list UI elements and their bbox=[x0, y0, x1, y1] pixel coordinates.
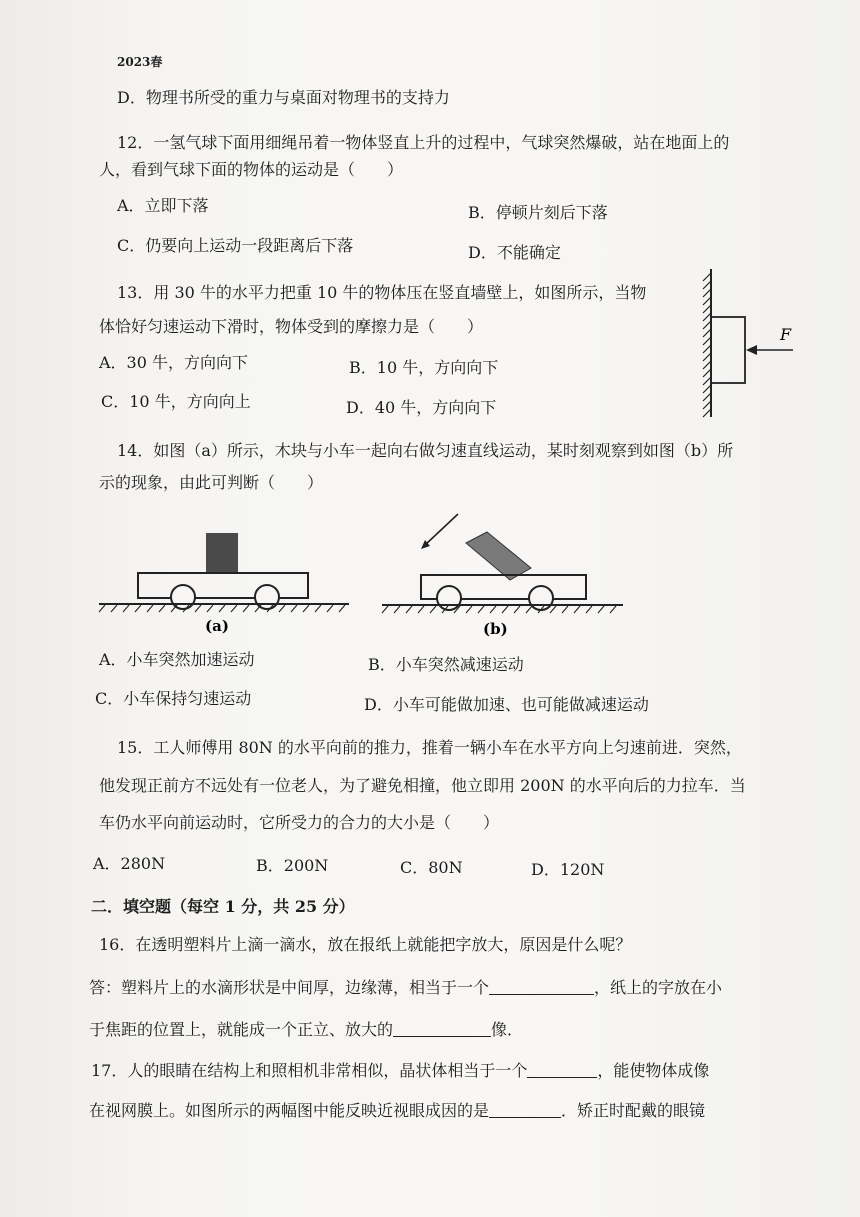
q17-blank-1[interactable] bbox=[527, 1061, 597, 1078]
q13-stem-line2: 体恰好匀速运动下滑时，物体受到的摩擦力是（ ） bbox=[99, 317, 484, 336]
q16-answer-line2 bbox=[89, 1020, 523, 1040]
q16-answer-text-1: 答：塑料片上的水滴形状是中间厚，边缘薄，相当于一个 bbox=[89, 978, 490, 997]
q14-stem-line2: 示的现象，由此可判断（ ） bbox=[99, 473, 324, 492]
q14-option-d: D．小车可能做加速、也可能做减速运动 bbox=[364, 695, 649, 714]
q17-text-4: ．矫正时配戴的眼镜 bbox=[561, 1101, 706, 1120]
cart-figure-b bbox=[378, 510, 633, 640]
q13-option-c: C．10 牛，方向向上 bbox=[101, 392, 251, 411]
section-2-heading: 二．填空题（每空 1 分，共 25 分） bbox=[91, 897, 355, 916]
cart-figure-a bbox=[95, 525, 355, 640]
q16-stem: 16．在透明塑料片上滴一滴水，放在报纸上就能把字放大，原因是什么呢？ bbox=[99, 935, 632, 954]
q12-option-a: A．立即下落 bbox=[117, 196, 209, 215]
q17-text-1: 17．人的眼睛在结构上和照相机非常相似，晶状体相当于一个 bbox=[91, 1061, 528, 1080]
q16-blank-1[interactable] bbox=[489, 978, 594, 995]
q16-answer-text-2: ，纸上的字放在小 bbox=[594, 978, 723, 997]
header-term: 2023春 bbox=[117, 55, 163, 69]
q16-answer-text-3: 于焦距的位置上，就能成一个正立、放大的 bbox=[89, 1020, 394, 1039]
q12-stem-line2: 人，看到气球下面的物体的运动是（ ） bbox=[99, 160, 404, 179]
q13-option-a: A．30 牛，方向向下 bbox=[99, 353, 249, 372]
q15-stem-line1: 15．工人师傅用 80N 的水平向前的推力，推着一辆小车在水平方向上匀速前进．突然， bbox=[117, 738, 742, 757]
q15-option-a: A．280N bbox=[93, 854, 166, 873]
q12-option-c: C．仍要向上运动一段距离后下落 bbox=[117, 236, 354, 255]
q17-text-2: ，能使物体成像 bbox=[597, 1061, 710, 1080]
q17-blank-2[interactable] bbox=[489, 1101, 561, 1118]
q17-stem-line1 bbox=[91, 1061, 709, 1081]
q12-option-d: D．不能确定 bbox=[468, 243, 561, 262]
force-label-f: F bbox=[780, 325, 792, 344]
q17-stem-line2 bbox=[89, 1101, 705, 1121]
q15-option-b: B．200N bbox=[256, 856, 329, 875]
q17-text-3: 在视网膜上。如图所示的两幅图中能反映近视眼成因的是 bbox=[89, 1101, 490, 1120]
q16-blank-2[interactable] bbox=[393, 1020, 491, 1037]
wall-block-figure bbox=[695, 265, 805, 425]
q13-option-b: B．10 牛，方向向下 bbox=[349, 358, 499, 377]
q14-option-a: A．小车突然加速运动 bbox=[99, 650, 255, 669]
q13-stem-line1: 13．用 30 牛的水平力把重 10 牛的物体压在竖直墙壁上，如图所示，当物 bbox=[117, 283, 647, 302]
q16-answer-text-4: 像． bbox=[491, 1020, 524, 1039]
q14-stem-line1: 14．如图（a）所示，木块与小车一起向右做匀速直线运动，某时刻观察到如图（b）所 bbox=[117, 441, 734, 460]
q12-option-b: B．停顿片刻后下落 bbox=[468, 203, 608, 222]
cart-a-caption: (a) bbox=[205, 617, 229, 635]
q15-stem-line2: 他发现正前方不远处有一位老人，为了避免相撞，他立即用 200N 的水平向后的力拉车．当 bbox=[99, 776, 746, 795]
q15-stem-line3: 车仍水平向前运动时，它所受力的合力的大小是（ ） bbox=[99, 813, 500, 832]
q11-option-d: D．物理书所受的重力与桌面对物理书的支持力 bbox=[117, 88, 450, 107]
q15-option-d: D．120N bbox=[531, 860, 605, 879]
q12-stem-line1: 12．一氢气球下面用细绳吊着一物体竖直上升的过程中，气球突然爆破，站在地面上的 bbox=[117, 133, 730, 152]
cart-b-caption: (b) bbox=[483, 620, 508, 638]
q13-option-d: D．40 牛，方向向下 bbox=[346, 398, 497, 417]
q14-option-b: B．小车突然减速运动 bbox=[368, 655, 524, 674]
q15-option-c: C．80N bbox=[400, 858, 463, 877]
q16-answer-line1 bbox=[89, 978, 722, 998]
q14-option-c: C．小车保持匀速运动 bbox=[95, 689, 252, 708]
